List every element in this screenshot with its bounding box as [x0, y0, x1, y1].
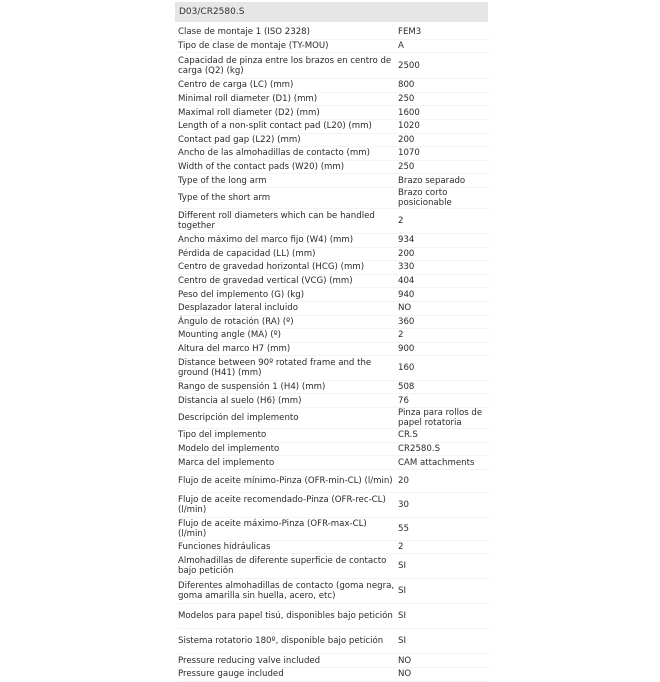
spec-row: [178, 343, 490, 357]
spec-value: 404: [398, 276, 415, 287]
spec-value: 76: [398, 395, 409, 406]
spec-value: 200: [398, 248, 415, 259]
spec-label: Length of a non-split contact pad (L20) (mm): [178, 121, 372, 132]
spec-label: Modelo del implemento: [178, 443, 280, 454]
spec-value: SI: [398, 561, 406, 572]
spec-row: [178, 554, 490, 579]
spec-label: Marca del implemento: [178, 457, 275, 468]
spec-row: [178, 161, 490, 175]
spec-row: [178, 209, 490, 234]
spec-value: 1020: [398, 121, 420, 132]
spec-row: [178, 470, 490, 493]
spec-label: Flujo de aceite máximo-Pinza (OFR-max-CL) (l/min): [178, 518, 367, 539]
spec-label: Type of the short arm: [178, 192, 271, 203]
spec-value: 508: [398, 382, 415, 393]
spec-value: SI: [398, 636, 406, 647]
spec-row: [178, 654, 490, 668]
spec-row: [178, 79, 490, 93]
spec-value: Brazo corto posicionable: [398, 187, 452, 208]
spec-row: [178, 26, 490, 40]
spec-value: SI: [398, 586, 406, 597]
spec-value: Pinza para rollos de papel rotatoria: [398, 408, 483, 429]
spec-value: 940: [398, 289, 415, 300]
spec-row: [178, 261, 490, 275]
spec-row: [178, 40, 490, 54]
spec-value: CR2580.S: [398, 443, 441, 454]
spec-value: 934: [398, 235, 415, 246]
spec-label: Capacidad de pinza entre los brazos en centro de carga (Q2) (kg): [178, 55, 392, 76]
spec-value: NO: [398, 669, 412, 680]
spec-value: 800: [398, 80, 415, 91]
spec-value: CAM attachments: [398, 457, 475, 468]
spec-value: 20: [398, 475, 409, 486]
spec-row: [178, 106, 490, 120]
spec-label: Distancia al suelo (H6) (mm): [178, 395, 302, 406]
spec-value: 2: [398, 330, 404, 341]
spec-value: FEM3: [398, 27, 422, 38]
spec-label: Centro de gravedad vertical (VCG) (mm): [178, 276, 353, 287]
spec-value: 250: [398, 94, 415, 105]
spec-label: Ancho de las almohadillas de contacto (mm): [178, 148, 370, 159]
spec-row: [178, 316, 490, 330]
spec-row: [178, 604, 490, 629]
spec-label: Tipo del implemento: [178, 430, 267, 441]
spec-row: [178, 668, 490, 682]
spec-row: [178, 443, 490, 457]
spec-value: 2: [398, 542, 404, 553]
spec-row: [178, 147, 490, 161]
spec-value: NO: [398, 655, 412, 666]
spec-value: SI: [398, 611, 406, 622]
spec-label: Maximal roll diameter (D2) (mm): [178, 107, 320, 118]
spec-value: 55: [398, 523, 409, 534]
spec-label: Ancho máximo del marco fijo (W4) (mm): [178, 235, 354, 246]
spec-value: Brazo separado: [398, 175, 466, 186]
spec-label: Width of the contact pads (W20) (mm): [178, 162, 345, 173]
spec-value: 330: [398, 262, 415, 273]
spec-value: 250: [398, 162, 415, 173]
spec-row: [178, 456, 490, 470]
spec-label: Minimal roll diameter (D1) (mm): [178, 94, 318, 105]
spec-row: [178, 329, 490, 343]
spec-label: Flujo de aceite recomendado-Pinza (OFR-rec-CL) (l/min): [178, 494, 386, 515]
spec-row: [178, 234, 490, 248]
spec-label: Type of the long arm: [178, 175, 267, 186]
spec-row: [178, 518, 490, 541]
spec-value: CR.S: [398, 430, 418, 441]
spec-label: Funciones hidráulicas: [178, 542, 271, 553]
spec-value: 2500: [398, 60, 420, 71]
spec-value: 30: [398, 499, 409, 510]
spec-label: Distance between 90º rotated frame and the ground (H41) (mm): [178, 358, 372, 379]
spec-label: Desplazador lateral incluido: [178, 303, 298, 314]
spec-label: Ángulo de rotación (RA) (º): [178, 316, 294, 327]
spec-row: [178, 381, 490, 395]
spec-label: Descripción del implemento: [178, 413, 299, 424]
spec-row: [178, 288, 490, 302]
spec-row: [178, 429, 490, 443]
spec-row: [178, 174, 490, 188]
spec-table: [178, 26, 490, 682]
spec-row: [178, 356, 490, 381]
spec-row: [178, 275, 490, 289]
spec-label: Contact pad gap (L22) (mm): [178, 134, 301, 145]
spec-label: Clase de montaje 1 (ISO 2328): [178, 27, 311, 38]
spec-label: Rango de suspensión 1 (H4) (mm): [178, 382, 326, 393]
spec-row: [178, 53, 490, 79]
spec-row: [178, 493, 490, 518]
spec-row: [178, 408, 490, 429]
spec-value: 200: [398, 134, 415, 145]
spec-label: Different roll diameters which can be handled together: [178, 210, 375, 231]
spec-label: Centro de gravedad horizontal (HCG) (mm): [178, 262, 365, 273]
spec-row: [178, 188, 490, 209]
spec-row: [178, 394, 490, 408]
spec-value: NO: [398, 303, 412, 314]
spec-value: 1600: [398, 107, 420, 118]
spec-label: Diferentes almohadillas de contacto (goma negra, goma amarilla sin huella, acero, etc): [178, 581, 395, 602]
spec-value: 160: [398, 363, 415, 374]
spec-row: [178, 302, 490, 316]
spec-label: Peso del implemento (G) (kg): [178, 289, 305, 300]
spec-header: [175, 2, 488, 22]
spec-row: [178, 629, 490, 654]
spec-label: Pérdida de capacidad (LL) (mm): [178, 248, 316, 259]
spec-value: 900: [398, 343, 415, 354]
spec-label: Modelos para papel tisú, disponibles bajo petición: [178, 611, 393, 622]
spec-row: [178, 134, 490, 148]
spec-label: Altura del marco H7 (mm): [178, 343, 291, 354]
spec-label: Tipo de clase de montaje (TY-MOU): [178, 40, 329, 51]
spec-value: 360: [398, 316, 415, 327]
spec-label: Flujo de aceite mínimo-Pinza (OFR-min-CL) (l/min): [178, 475, 393, 486]
spec-value: 1070: [398, 148, 420, 159]
spec-row: [178, 120, 490, 134]
spec-label: Pressure gauge included: [178, 669, 284, 680]
spec-label: Sistema rotatorio 180º, disponible bajo petición: [178, 636, 384, 647]
spec-value: 2: [398, 215, 404, 226]
spec-label: Mounting angle (MA) (º): [178, 330, 282, 341]
spec-label: Pressure reducing valve included: [178, 655, 321, 666]
spec-label: Centro de carga (LC) (mm): [178, 80, 294, 91]
spec-row: [178, 248, 490, 262]
spec-value: A: [398, 40, 404, 51]
spec-row: [178, 541, 490, 555]
spec-row: [178, 93, 490, 107]
spec-row: [178, 579, 490, 604]
product-code: D03/CR2580.S: [179, 7, 245, 17]
spec-label: Almohadillas de diferente superficie de contacto bajo petición: [178, 556, 387, 577]
